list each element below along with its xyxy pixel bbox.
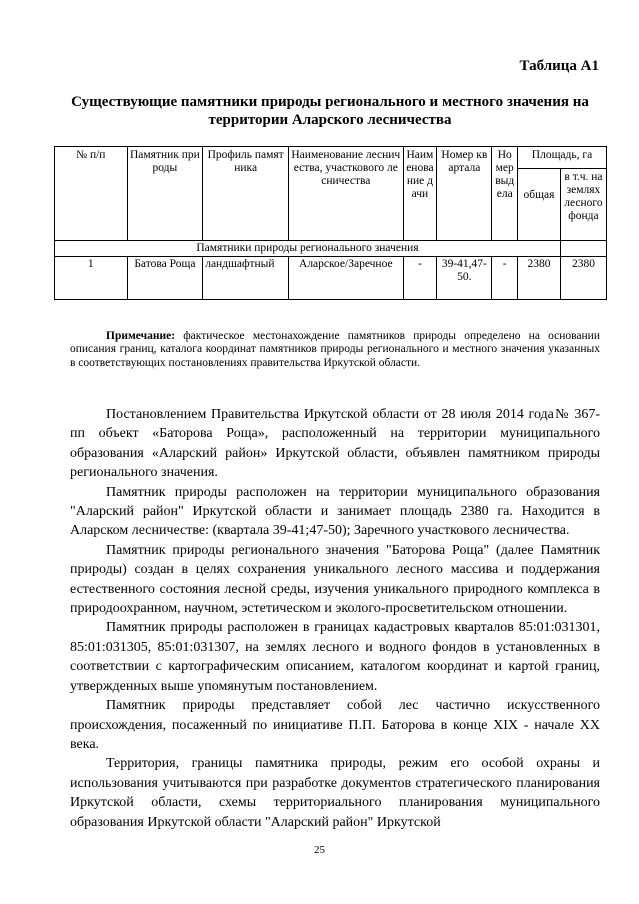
table-caption: Существующие памятники природы регионального и местного значения на территории Аларского лесничества <box>71 94 589 128</box>
table-header-row <box>55 147 607 169</box>
header-name: Наименование лесничества, участкового лесничества <box>289 147 403 241</box>
table-row <box>55 257 607 300</box>
section-title: Памятники природы регионального значения <box>55 241 561 257</box>
header-division: Номер выдела <box>492 147 518 241</box>
table-label: Таблица А1 <box>519 58 599 74</box>
section-empty-cell <box>560 241 606 257</box>
cell-name: Аларское/Заречное <box>289 257 403 300</box>
body-text <box>70 405 600 832</box>
paragraph: Памятник природы расположен на территории муниципального образования "Аларский район" Иркутской области и занимает площадь 2380 га. Находится в Аларском лесничестве: (квартала 39-41;47-50); Заречного участкового лесничества. <box>70 484 600 539</box>
page-number: 25 <box>314 844 325 856</box>
header-quarter: Номер квартала <box>437 147 492 241</box>
header-monument: Памятник природы <box>127 147 203 241</box>
header-area: Площадь, га <box>518 147 607 169</box>
note-text: фактическое местонахождение памятников природы определено на основании описания границ, каталога координат памятников природы регионального и местного значения указанных в соответствующих постановлениях правительства Иркутской области. <box>70 330 600 369</box>
paragraph: Памятник природы регионального значения "Баторова Роща" (далее Памятник природы) создан в целях сохранения уникального лесного массива и поддержания естественного состояния лесной среды, изучения уникального природного комплекса в природоохранном, научном, эстетическом и эколого-просветительском отношении. <box>70 542 600 617</box>
cell-area-total: 2380 <box>518 257 561 300</box>
cell-profile: ландшафтный <box>203 257 289 300</box>
header-area-total: общая <box>518 168 561 240</box>
header-date: Наименование дачи <box>403 147 437 241</box>
cell-quarter: 39-41,47-50. <box>437 257 492 300</box>
cell-num: 1 <box>55 257 128 300</box>
cell-date: - <box>403 257 437 300</box>
cell-division: - <box>492 257 518 300</box>
header-area-forest: в т.ч. на землях лесного фонда <box>560 168 606 240</box>
table-note <box>70 330 600 370</box>
note-label: Примечание: <box>106 330 176 342</box>
header-profile: Профиль памятника <box>203 147 289 241</box>
header-num: № п/п <box>55 147 128 241</box>
paragraph: Постановлением Правительства Иркутской области от 28 июля 2014 года№ 367-пп объект «Баторова Роща», расположенный на территории муниципального образования «Аларский район» Иркутской области, объявлен памятником природы регионального значения. <box>70 407 600 481</box>
monuments-table <box>54 146 607 300</box>
paragraph: Памятник природы расположен в границах кадастровых кварталов 85:01:031301, 85:01:031305, 85:01:031307, на землях лесного и водного фондов в установленных в соответствии с картографическим описанием, каталогом координат и картой границ, утвержденных выше упомянутым постановлением. <box>70 620 600 694</box>
table-section-row <box>55 241 607 257</box>
cell-area-forest: 2380 <box>560 257 606 300</box>
paragraph: Территория, границы памятника природы, режим его особой охраны и использования учитываются при разработке документов стратегического планирования Иркутской области, схемы территориального планирования муниципального образования Иркутской области "Аларский район" Иркутской <box>70 756 600 830</box>
paragraph: Памятник природы представляет собой лес частично искусственного происхождения, посаженный по инициативе П.П. Баторова в конце XIX - начале XX века. <box>70 698 600 752</box>
cell-monument: Батова Роща <box>127 257 203 300</box>
